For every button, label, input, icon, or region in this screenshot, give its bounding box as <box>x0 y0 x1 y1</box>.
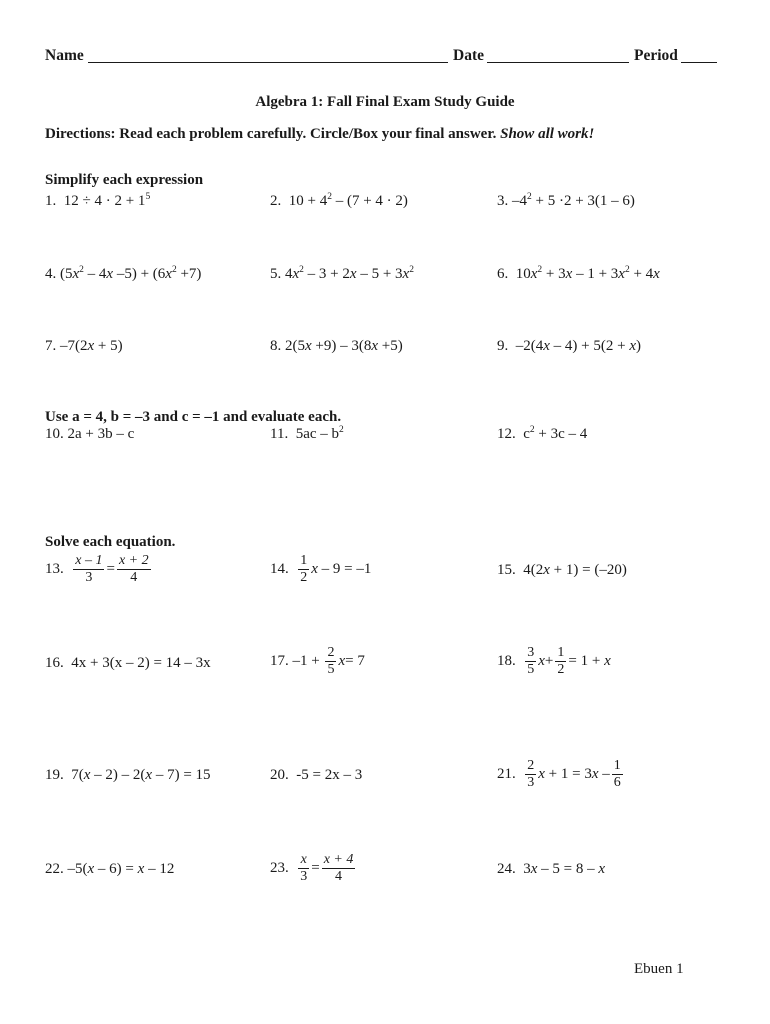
problem-9: 9. –2(4x – 4) + 5(2 + x) <box>497 338 642 354</box>
problem-7: 7. –7(2x + 5) <box>45 338 123 354</box>
fraction: $\frac{1}{6}$ <box>613 758 621 790</box>
period-label: Period <box>634 47 678 64</box>
problem-24: 24. 3x – 5 = 8 – x <box>497 861 606 877</box>
problem-11: 11. $5ac - b^2$ <box>270 425 344 442</box>
problem-13: 13. $\frac{x - 1}{3}$ = $\frac{x + 2}{4}$ <box>45 553 149 585</box>
fraction: $\frac{1}{2}$ <box>557 645 565 677</box>
fraction: $\frac{1}{2}$ <box>300 553 308 585</box>
period-field[interactable] <box>681 62 717 63</box>
date-field[interactable] <box>487 62 629 63</box>
problem-6: 6. $10x^2 + 3x - 1 + 3x^2 + 4x$ <box>497 265 660 282</box>
problem-23: 23. $\frac{x}{3}$ = $\frac{x + 4}{4}$ <box>270 852 354 884</box>
problem-8: 8. 2(5x +9) – 3(8x +5) <box>270 338 403 354</box>
fraction: $\frac{x - 1}{3}$ <box>75 553 103 585</box>
date-label: Date <box>453 47 484 64</box>
problem-14: 14. $\frac{1}{2}$ x – 9 = –1 <box>270 553 372 585</box>
fraction: $\frac{2}{3}$ <box>527 758 535 790</box>
page-title: Algebra 1: Fall Final Exam Study Guide <box>255 94 515 110</box>
problem-2: 2. $10 + 4^2 - (7 + 4 \cdot 2)$ <box>270 192 408 209</box>
problem-4: 4. ($5x^2 - 4x$ $-5) + (6x^2 +7)$ <box>45 265 202 282</box>
directions-text: Directions: Read each problem carefully. Circle/Box your final answer. <box>45 126 497 142</box>
fraction: $\frac{x}{3}$ <box>300 852 308 884</box>
fraction: $\frac{x + 4}{4}$ <box>323 852 354 884</box>
problem-18: 18. $\frac{3}{5}$ x+ $\frac{1}{2}$ = 1 + x <box>497 645 611 677</box>
page-footer: Ebuen 1 <box>634 961 684 977</box>
problem-5: 5. $4x^2 - 3 + 2x - 5 + 3x^2$ <box>270 265 414 282</box>
problem-16: 16. 4x + 3(x – 2) = 14 – 3x <box>45 655 211 671</box>
problem-17: 17. –1 + $\frac{2}{5}$ x= 7 <box>270 645 365 677</box>
problem-1: 1. $12 \div 4 \cdot 2 + 1^5$ <box>45 192 151 209</box>
problem-10: 10. 2a + 3b – c <box>45 426 135 442</box>
problem-21: 21. $\frac{2}{3}$ x + 1 = 3x – $\frac{1}{6}$ <box>497 758 621 790</box>
section-simplify: Simplify each expression <box>45 172 204 188</box>
problem-12: 12. $c^2 + 3c - 4$ <box>497 425 588 442</box>
section-solve: Solve each equation. <box>45 534 176 550</box>
fraction: $\frac{3}{5}$ <box>527 645 535 677</box>
fraction: $\frac{2}{5}$ <box>327 645 335 677</box>
problem-3: 3. $-4^2 + 5 \cdot 2 + 3(1 - 6)$ <box>497 192 635 209</box>
name-label: Name <box>45 47 84 64</box>
problem-22: 22. –5(x – 6) = x – 12 <box>45 861 175 877</box>
directions <box>45 126 594 143</box>
section-evaluate: Use a = 4, b = –3 and c = –1 and evaluate each. <box>45 409 342 425</box>
problem-19: 19. 7(x – 2) – 2(x – 7) = 15 <box>45 767 211 783</box>
problem-15: 15. 4(2x + 1) = (–20) <box>497 562 627 578</box>
name-field[interactable] <box>88 62 448 63</box>
problem-20: 20. -5 = 2x – 3 <box>270 767 363 783</box>
fraction: $\frac{x + 2}{4}$ <box>118 553 149 585</box>
directions-emphasis: Show all work! <box>500 126 595 142</box>
